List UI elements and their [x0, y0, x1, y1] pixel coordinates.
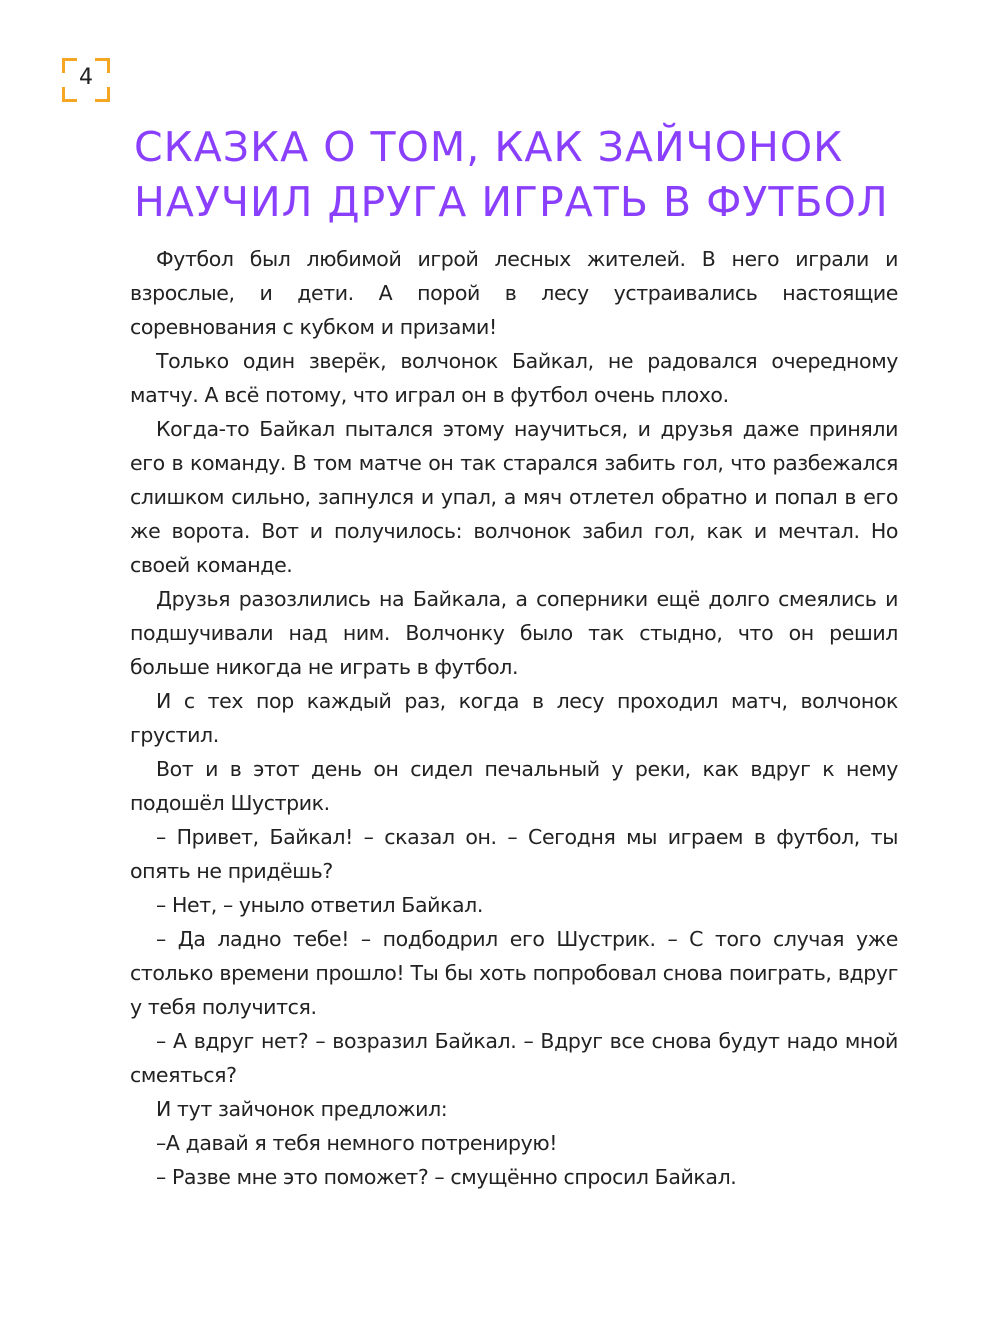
paragraph: – Да ладно тебе! – подбодрил его Шустрик. – С того случая уже столько времени прошло! Ты бы хоть попробовал снова поиграть, вдруг у тебя получится. — [130, 927, 898, 1019]
paragraph: –А давай я тебя немного потренирую! — [156, 1131, 558, 1155]
paragraph: И тут зайчонок предложил: — [156, 1097, 448, 1121]
paragraph: И с тех пор каждый раз, когда в лесу проходил матч, волчонок грустил. — [130, 689, 898, 747]
story-body — [130, 242, 898, 1194]
paragraph: – А вдруг нет? – возразил Байкал. – Вдруг все снова будут надо мной смеяться? — [130, 1029, 898, 1087]
paragraph: Друзья разозлились на Байкала, а соперники ещё долго смеялись и подшучивали над ним. Волчонку было так стыдно, что он решил больше никогда не играть в футбол. — [130, 587, 898, 679]
story-title-line-1: СКАЗКА О ТОМ, КАК ЗАЙЧОНОК — [134, 123, 844, 171]
paragraph: – Привет, Байкал! – сказал он. – Сегодня мы играем в футбол, ты опять не придёшь? — [130, 825, 898, 883]
page-number: 4 — [79, 65, 93, 90]
paragraph: Когда-то Байкал пытался этому научиться, и друзья даже приняли его в команду. В том матче он так старался забить гол, что разбежался слишком сильно, запнулся и упал, а мяч отлетел обратно и попал в его же ворота. Вот и получилось: волчонок забил гол, как и мечтал. Но своей команде. — [130, 417, 898, 577]
paragraph: Вот и в этот день он сидел печальный у реки, как вдруг к нему подошёл Шустрик. — [130, 757, 898, 815]
paragraph: – Нет, – уныло ответил Байкал. — [156, 893, 483, 917]
story-title — [134, 120, 934, 230]
paragraph: Только один зверёк, волчонок Байкал, не радовался очередному матчу. А всё потому, что играл он в футбол очень плохо. — [130, 349, 898, 407]
story-title-line-2: НАУЧИЛ ДРУГА ИГРАТЬ В ФУТБОЛ — [134, 178, 889, 226]
paragraph: Футбол был любимой игрой лесных жителей. В него играли и взрослые, и дети. А порой в лесу устраивались настоящие соревнования с кубком и призами! — [130, 247, 898, 339]
page-number-marker — [62, 58, 110, 102]
paragraph: – Разве мне это поможет? – смущённо спросил Байкал. — [156, 1165, 737, 1189]
